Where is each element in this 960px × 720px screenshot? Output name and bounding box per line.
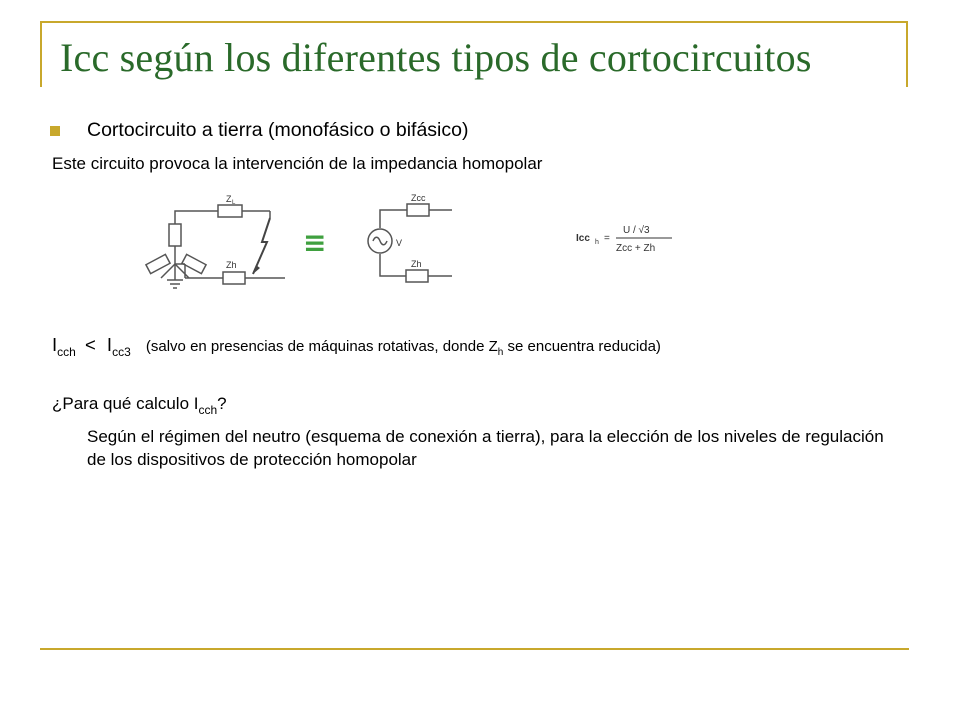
question-subscript: cch xyxy=(198,403,218,417)
formula-denominator: Zcc + Zh xyxy=(616,243,656,254)
formula-numerator: U / √3 xyxy=(623,225,650,236)
question-mark: ? xyxy=(217,394,227,413)
current-comparison xyxy=(52,334,661,359)
question xyxy=(52,394,227,417)
right-vertical-rule xyxy=(906,21,908,87)
question-text: ¿Para qué calculo I xyxy=(52,394,199,413)
v-label: V xyxy=(396,238,403,248)
zh-label: Zh xyxy=(226,260,237,270)
icch-subscript: cch xyxy=(57,345,76,359)
answer-text: Según el régimen del neutro (esquema de conexión a tierra), para la elección de los niveles de regulación de los dispositivos de protección homopolar xyxy=(87,427,884,469)
zl-label: Z xyxy=(226,194,232,204)
left-vertical-rule xyxy=(40,21,42,87)
bullet-item xyxy=(50,119,468,142)
top-horizontal-rule xyxy=(40,21,907,23)
slide-title: Icc según los diferentes tipos de cortocircuitos xyxy=(60,35,812,80)
formula-equals: = xyxy=(604,233,610,244)
formula-lhs: Icc xyxy=(576,233,590,244)
note-text-pre: (salvo en presencias de máquinas rotativas, donde Z xyxy=(145,338,498,355)
formula xyxy=(572,222,682,258)
less-than-operator: < xyxy=(84,334,96,355)
zcc-label: Zcc xyxy=(411,193,426,203)
formula-lhs-subscript: h xyxy=(595,239,599,246)
equivalence-symbol: ≡ xyxy=(303,226,327,259)
note-subscript: h xyxy=(497,347,504,358)
square-bullet-icon xyxy=(50,126,60,136)
bottom-horizontal-rule xyxy=(40,648,909,650)
bullet-text: Cortocircuito a tierra (monofásico o bifásico) xyxy=(87,119,469,141)
short-circuit-bolt-icon xyxy=(253,218,270,274)
comparison-note xyxy=(145,338,661,358)
intro-text: Este circuito provoca la intervención de la impedancia homopolar xyxy=(52,154,543,173)
circuit-diagram xyxy=(130,186,470,296)
icc3-subscript: cc3 xyxy=(112,345,131,359)
zl-subscript: L xyxy=(232,200,236,206)
icc3-symbol: I xyxy=(106,334,113,355)
note-text-post: se encuentra reducida) xyxy=(503,338,661,355)
zh2-label: Zh xyxy=(411,259,422,269)
icch-symbol: I xyxy=(52,334,58,355)
